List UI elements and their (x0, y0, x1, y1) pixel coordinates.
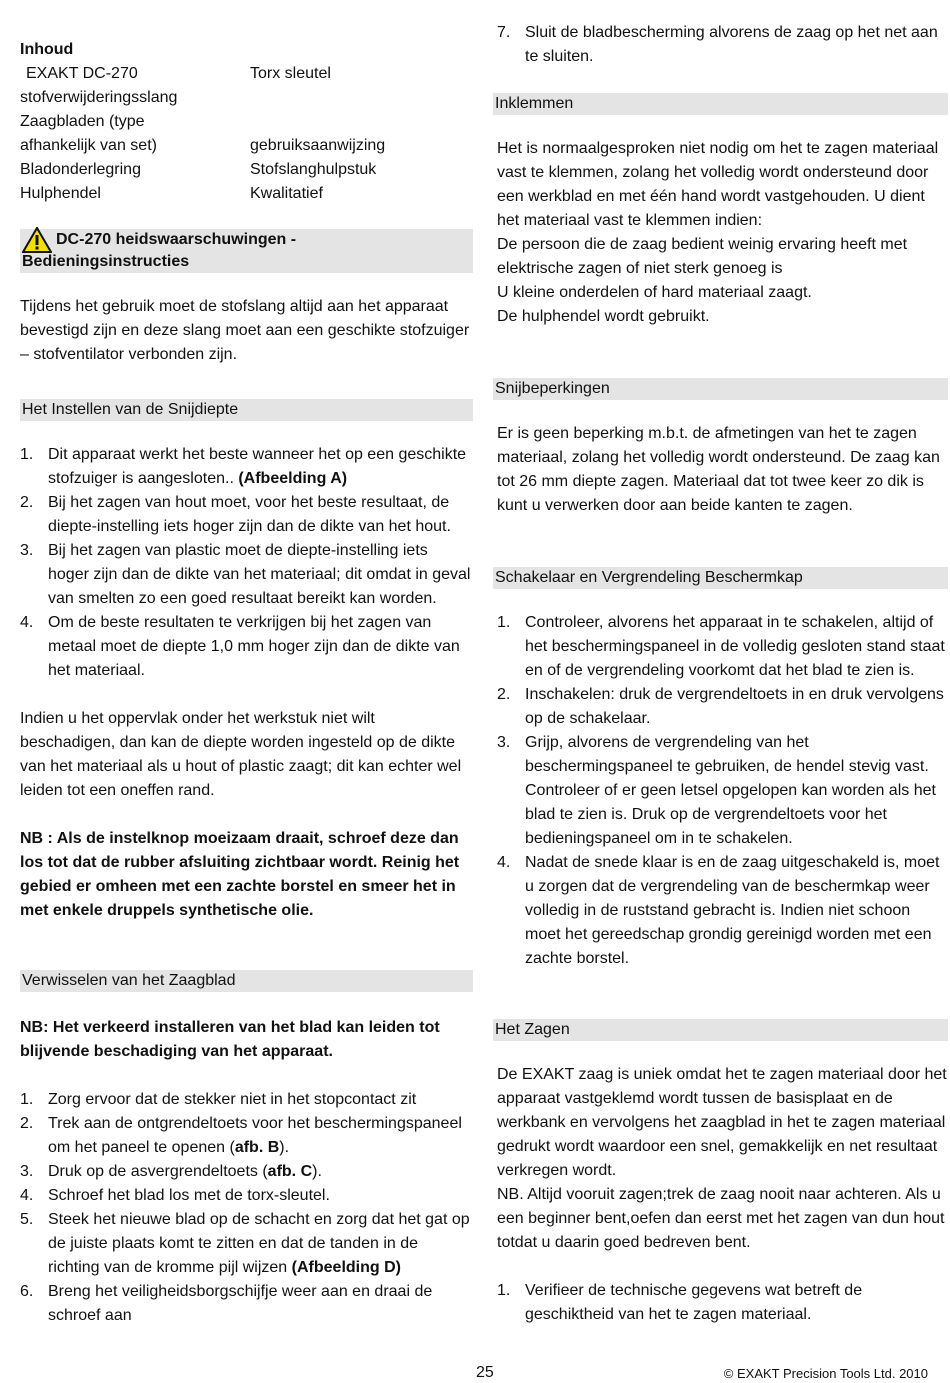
list-item: 1. Verifieer de technische gegevens wat betreft de geschiktheid van het te zagen materiaal. (497, 1282, 863, 1323)
clamping-section (493, 93, 948, 329)
switch-section (493, 567, 948, 971)
cutting-depth-section (20, 399, 473, 923)
contents-item: Kwalitatief (250, 185, 323, 202)
sawing-heading: Het Zagen (493, 1019, 948, 1041)
list-item: 6. Breng het veiligheidsborgschijfje weer aan en draai de schroef aan (20, 1283, 433, 1324)
list-item: 1. Zorg ervoor dat de stekker niet in het stopcontact zit (20, 1091, 417, 1108)
cutting-depth-paragraph: Indien u het oppervlak onder het werkstuk niet wilt beschadigen, dan kan de diepte worden ingesteld op de dikte van het materiaal als u hout of plastic zaagt; dit kan echter wel leiden tot een oneffen rand. (20, 710, 462, 799)
contents-grid (20, 62, 473, 206)
blade-change-note: NB: Het verkeerd installeren van het blad kan leiden tot blijvende beschadiging van het apparaat. (20, 1019, 440, 1060)
contents-item: afhankelijk van set) (20, 137, 157, 154)
list-item: 7. Sluit de bladbescherming alvorens de zaag op het net aan te sluiten. (497, 24, 938, 65)
switch-heading: Schakelaar en Vergrendeling Beschermkap (493, 567, 948, 589)
sawing-body: De EXAKT zaag is uniek omdat het te zagen materiaal door het apparaat vastgeklemd wordt tussen de basisplaat en de werkbank en vervolgens het zaagblad in het te zagen materiaal gedrukt wordt waardoor een snel, gemakkelijk en net resultaat verkregen wordt. (497, 1066, 947, 1179)
clamping-line: De persoon die de zaag bedient weinig ervaring heeft met elektrische zagen of niet sterk genoeg is (497, 236, 908, 277)
clamping-heading: Inklemmen (493, 93, 948, 115)
list-item: 1. Dit apparaat werkt het beste wanneer het op een geschikte stofzuiger is aangesloten.. (Afbeelding A) (20, 446, 467, 487)
list-item: 2. Bij het zagen van hout moet, voor het beste resultaat, de diepte-instelling iets hoger zijn dan de dikte van het hout. (20, 494, 451, 535)
page-number: 25 (476, 1364, 494, 1381)
list-item: 2. Trek aan de ontgrendeltoets voor het beschermingspaneel om het paneel te openen (afb. B). (20, 1115, 462, 1156)
list-item: 2. Inschakelen: druk de vergrendeltoets in en druk vervolgens op de schakelaar. (497, 686, 944, 727)
cutting-limits-section (493, 378, 948, 518)
clamping-line: De hulphendel wordt gebruikt. (497, 308, 710, 325)
cutting-limits-heading: Snijbeperkingen (493, 378, 948, 400)
list-item: 3. Grijp, alvorens de vergrendeling van het beschermingspaneel te gebruiken, de hendel stevig vast. Controleer of er geen letsel opgelopen kan worden als het blad te zien is. Druk op de vergrendeltoets voor het bedieningspaneel om in te schakelen. (497, 734, 936, 847)
list-item: 4. Om de beste resultaten te verkrijgen bij het zagen van metaal moet de diepte 1,0 mm hoger zijn dan de dikte van het materiaal. (20, 614, 460, 679)
contents-item: Bladonderlegring (20, 161, 141, 178)
clamping-paragraph: Het is normaalgesproken niet nodig om het te zagen materiaal vast te klemmen, zolang het volledig wordt ondersteund door een werkblad en met één hand wordt vastgehouden. U dient het materiaal vast te klemmen indien: (497, 140, 939, 229)
list-item: 1. Controleer, alvorens het apparaat in te schakelen, altijd of het beschermingspaneel in de volledig gesloten stand staat en of de vergrendeling voorkomt dat het blad te zien is. (497, 614, 945, 679)
warning-heading (20, 229, 473, 273)
contents-item (250, 110, 473, 134)
warning-section (20, 229, 473, 367)
warning-title-line1: DC-270 heidswaarschuwingen - (56, 231, 297, 248)
blade-change-list (20, 1088, 473, 1328)
contents-item: Hulphendel (20, 185, 101, 202)
contents-item: gebruiksaanwijzing (250, 137, 386, 154)
clamping-line: U kleine onderdelen of hard materiaal zaagt. (497, 284, 812, 301)
cutting-depth-heading: Het Instellen van de Snijdiepte (20, 399, 473, 421)
blade-change-list-continued (497, 21, 948, 69)
sawing-section (493, 1019, 948, 1327)
contents-section (20, 38, 473, 206)
contents-title: Inhoud (20, 41, 74, 58)
contents-item: EXAKT DC-270 (26, 65, 138, 82)
cutting-depth-note: NB : Als de instelknop moeizaam draait, schroef deze dan los tot dat de rubber afsluiting zichtbaar wordt. Reinig het gebied er omheen met een zachte borstel en smeer het in met enkele druppels synthetische olie. (20, 830, 460, 919)
blade-change-section (20, 970, 473, 1328)
list-item: 5. Steek het nieuwe blad op de schacht en zorg dat het gat op de juiste plaats komt te zitten en dat de tanden in de richting van de kromme pijl wijzen (Afbeelding D) (20, 1211, 470, 1276)
contents-item: Zaagbladen (type (20, 113, 145, 130)
blade-change-heading: Verwisselen van het Zaagblad (20, 970, 473, 992)
sawing-list (497, 1279, 948, 1327)
contents-item (250, 86, 473, 110)
switch-list (493, 611, 948, 971)
cutting-limits-body: Er is geen beperking m.b.t. de afmetingen van het te zagen materiaal, zolang het volledig wordt ondersteund. De zaag kan tot 26 mm diepte zagen. Materiaal dat tot twee keer zo dik is kunt u verwerken door aan beide kanten te zagen. (497, 425, 940, 514)
contents-item: Torx sleutel (250, 65, 331, 82)
sawing-note: NB. Altijd vooruit zagen;trek de zaag nooit naar achteren. Als u een beginner bent,oefen dan eerst met het zagen van dun hout totdat u daarin goed bedreven bent. (497, 1186, 945, 1251)
list-item: 4. Nadat de snede klaar is en de zaag uitgeschakeld is, moet u zorgen dat de vergrendeling van de beschermkap weer volledig in de ruststand gebracht is. Indien niet schoon moet het gereedschap grondig gereinigd worden met een zachte borstel. (497, 854, 940, 967)
cutting-depth-list (20, 443, 473, 683)
warning-triangle-icon (22, 227, 52, 253)
warning-title-line2: Bedieningsinstructies (22, 253, 190, 270)
list-item: 3. Druk op de asvergrendeltoets (afb. C). (20, 1163, 322, 1180)
list-item: 4. Schroef het blad los met de torx-sleutel. (20, 1187, 330, 1204)
copyright-notice: © EXAKT Precision Tools Ltd. 2010 (723, 1366, 928, 1381)
warning-body: Tijdens het gebruik moet de stofslang altijd aan het apparaat bevestigd zijn en deze slang moet aan een geschikte stofzuiger – stofventilator verbonden zijn. (20, 298, 470, 363)
contents-item: stofverwijderingsslang (20, 89, 178, 106)
contents-item: Stofslanghulpstuk (250, 161, 377, 178)
list-item: 3. Bij het zagen van plastic moet de diepte-instelling iets hoger zijn dan de dikte van het materiaal; dit omdat in geval van smelten zo een goed resultaat bereikt kan worden. (20, 542, 471, 607)
